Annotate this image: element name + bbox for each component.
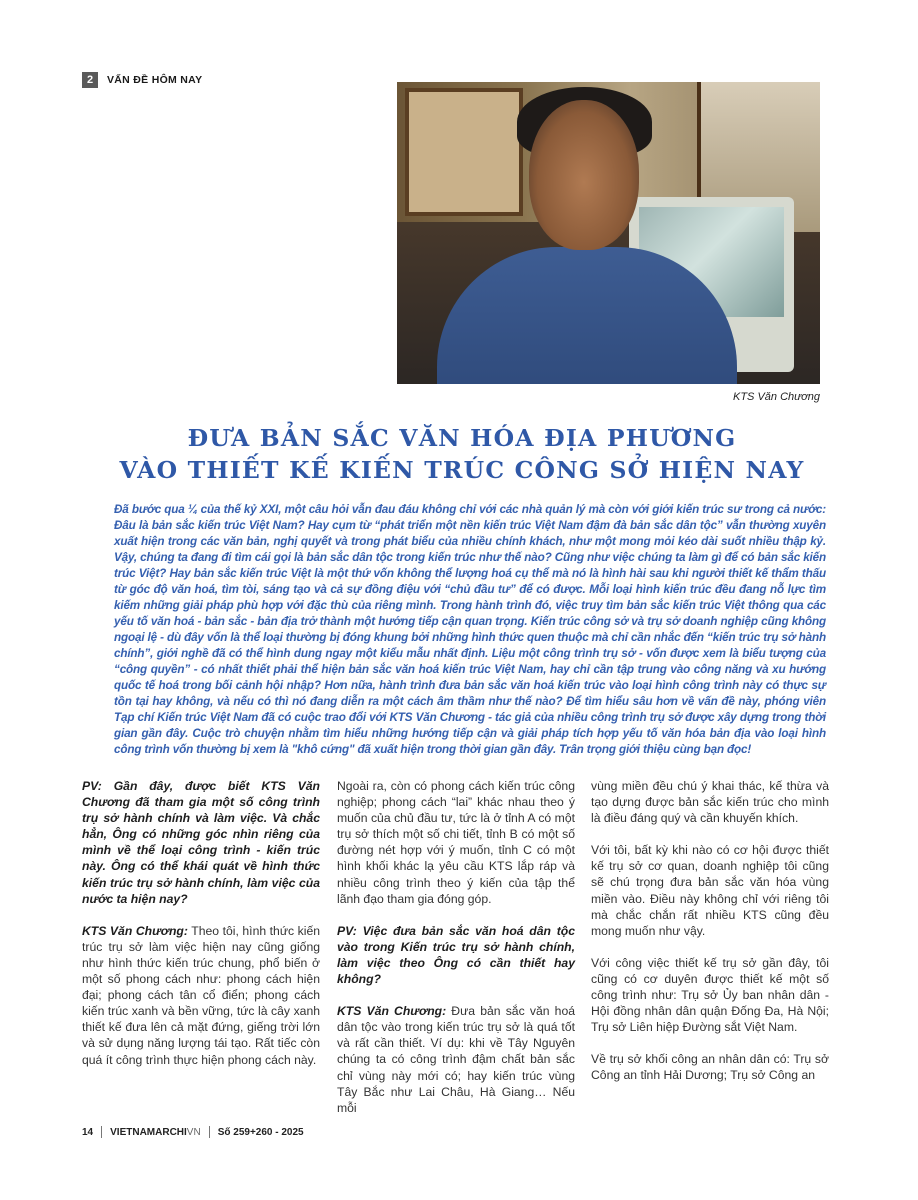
title-line-2: VÀO THIẾT KẾ KIẾN TRÚC CÔNG SỞ HIỆN NAY [119, 456, 805, 484]
column-2 [337, 778, 575, 1132]
speaker-label: KTS Văn Chương: [337, 1004, 447, 1019]
brand-bold: VIETNAMARCHI [110, 1126, 187, 1138]
portrait-photo [397, 82, 820, 384]
paragraph: Với tôi, bất kỳ khi nào có cơ hội được thiết kế trụ sở cơ quan, doanh nghiệp tôi cũng sẽ chú trọng đưa bản sắc văn hóa vùng miền vào. Điều này không chỉ với riêng tôi mà chắc chắn rất nhiều KTS cũng đều mong muốn như vậy. [591, 843, 829, 938]
answer-2 [337, 1003, 575, 1116]
issue-number: Số 259+260 - 2025 [217, 1126, 304, 1138]
paragraph: vùng miền đều chú ý khai thác, kế thừa và tạo dựng được bản sắc kiến trúc cho mình là điều đáng quý và cần khuyến khích. [591, 779, 829, 826]
page-footer [82, 1126, 304, 1138]
article-title [82, 422, 842, 486]
paragraph: Với công việc thiết kế trụ sở gần đây, tôi cũng có cơ duyên được thiết kế một số công trình như: Trụ sở Ủy ban nhân dân - Hội đồng nhân dân quận Đống Đa, Hà Nội; Trụ sở Liên hiệp Đường sắt Việt Nam. [591, 955, 829, 1035]
speaker-label: KTS Văn Chương: [82, 923, 188, 938]
column-3 [591, 778, 829, 1100]
paragraph: Ngoài ra, còn có phong cách kiến trúc công nghiệp; phong cách “lai” khác nhau theo ý muốn của chủ đầu tư, tức là ở tỉnh A có một trụ sở thích một số chi tiết, tỉnh B có một số đường nét hợp với ý muốn, tỉnh C có một hình khối khác lạ yêu cầu KTS lắp ráp và nhiều công trình theo ý kiến của tập thể lãnh đạo tham gia đóng góp. [337, 779, 575, 906]
photo-caption: KTS Văn Chương [733, 391, 820, 403]
section-label: VẤN ĐỀ HÔM NAY [107, 74, 203, 86]
brand-light: VN [186, 1126, 201, 1138]
paragraph: Về trụ sở khối công an nhân dân có: Trụ sở Công an tỉnh Hải Dương; Trụ sở Công an [591, 1052, 829, 1083]
title-line-1: ĐƯA BẢN SẮC VĂN HÓA ĐỊA PHƯƠNG [187, 424, 737, 452]
section-number-icon: 2 [82, 72, 98, 88]
article-intro: Đã bước qua ¼ của thế kỷ XXI, một câu hỏi vẫn đau đáu không chỉ với các nhà quản lý mà còn với giới kiến trúc sư trong cả nước: Đâu là bản sắc kiến trúc Việt Nam? Hay cụm từ “phát triển một nền kiến trúc Việt Nam đậm đà bản sắc dân tộc” vẫn thường xuyên xuất hiện trong các văn bản, nghị quyết và trong phát biểu của nhiều chính khách, như một mong mỏi kéo dài suốt nhiều thập kỷ. Vậy, chúng ta đang đi tìm cái gọi là bản sắc dân tộc trong kiến trúc như thế nào? Cũng như việc chúng ta làm gì để có bản sắc kiến trúc Việt? Hay bản sắc kiến trúc Việt là một thứ vốn không thể lượng hoá cụ thể mà nó là hình hài sau khi người thiết kế thẩm thấu từ góc độ văn hoá, tìm tòi, sáng tạo và cả sự đồng điệu với “chủ đầu tư” để có được. Mỗi loại hình kiến trúc đều đang nỗ lực tìm kiếm những giải pháp phù hợp với đặc thù của riêng mình. Trong hành trình đó, việc truy tìm bản sắc kiến trúc Việt thông qua các yếu tố văn hoá - bản sắc - bản địa trở thành một hướng tiếp cận quan trọng. Kiến trúc công sở và trụ sở doanh nghiệp cũng không ngoại lệ - dù đây vốn là thể loại thường bị đóng khung bởi những hình thức quen thuộc mà chỉ cần nhắc đến “kiến trúc trụ sở hành chính”, giới nghề đã có thể hình dung ngay một kiểu mẫu nhất định. Liệu một công trình trụ sở - vốn được xem là biểu tượng của “công quyền” - có nhất thiết phải thể hiện bản sắc văn hoá kiến trúc Việt Nam, hay chỉ cần tập trung vào công năng và xu hướng quốc tế hoá trong bối cảnh hội nhập? Hơn nữa, hành trình đưa bản sắc văn hoá kiến trúc vào loại hình công trình này có thực sự tồn tại hay không, và nếu có thì nó đang diễn ra một cách âm thầm như thế nào? Để tìm hiểu sâu hơn về vấn đề này, phóng viên Tạp chí Kiến trúc Việt Nam đã có cuộc trao đổi với KTS Văn Chương - tác giả của nhiều công trình trụ sở được xây dựng trong thời gian gần đây. Cuộc trò chuyện nhằm tìm hiểu những hướng tiếp cận và giải pháp tích hợp yếu tố văn hóa bản địa vào loại hình công trình vốn thường bị xem là "khô cứng" đã xuất hiện trong thời gian gần đây. Trân trọng giới thiệu cùng bạn đọc! [114, 503, 826, 756]
answer-1 [82, 923, 320, 1068]
column-1 [82, 778, 320, 1084]
section-header [82, 71, 202, 89]
question-1: PV: Gần đây, được biết KTS Văn Chương đã tham gia một số công trình trụ sở hành chính và làm việc. Và chắc hẳn, Ông có những góc nhìn riêng của mình về thể loại công trình - kiến trúc này. Ông có thể khái quát về hình thức kiến trúc trụ sở hành chính, làm việc của nước ta hiện nay? [82, 779, 320, 906]
answer-2-text: Đưa bản sắc văn hoá dân tộc vào trong kiến trúc trụ sở là quá tốt và rất cần thiết. Ví dụ: khi về Tây Nguyên chúng ta có công trình đậm chất bản sắc chỉ vùng này mới có; hay kiến trúc vùng Tây Bắc như Lai Châu, Hà Giang… Nếu mỗi [337, 1004, 575, 1115]
answer-1-text: Theo tôi, hình thức kiến trúc trụ sở làm việc hiện nay cũng giống như hình thức kiến trúc chung, phổ biến ở một số phong cách như: phong cách hiện đại; phong cách tân cổ điển; phong cách kiến trúc xanh và bền vững, tức là cây xanh thiết kế đưa lên cả mặt đứng, giếng trời lớn và sử dụng năng lượng tái tạo. Rất tiếc còn quá ít công trình thực hiện phong cách này. [82, 923, 321, 1067]
page-number: 14 [82, 1126, 94, 1138]
question-2: PV: Việc đưa bản sắc văn hoá dân tộc vào trong Kiến trúc trụ sở hành chính, làm việc theo Ông có cần thiết hay không? [337, 923, 575, 987]
magazine-brand [110, 1127, 201, 1138]
